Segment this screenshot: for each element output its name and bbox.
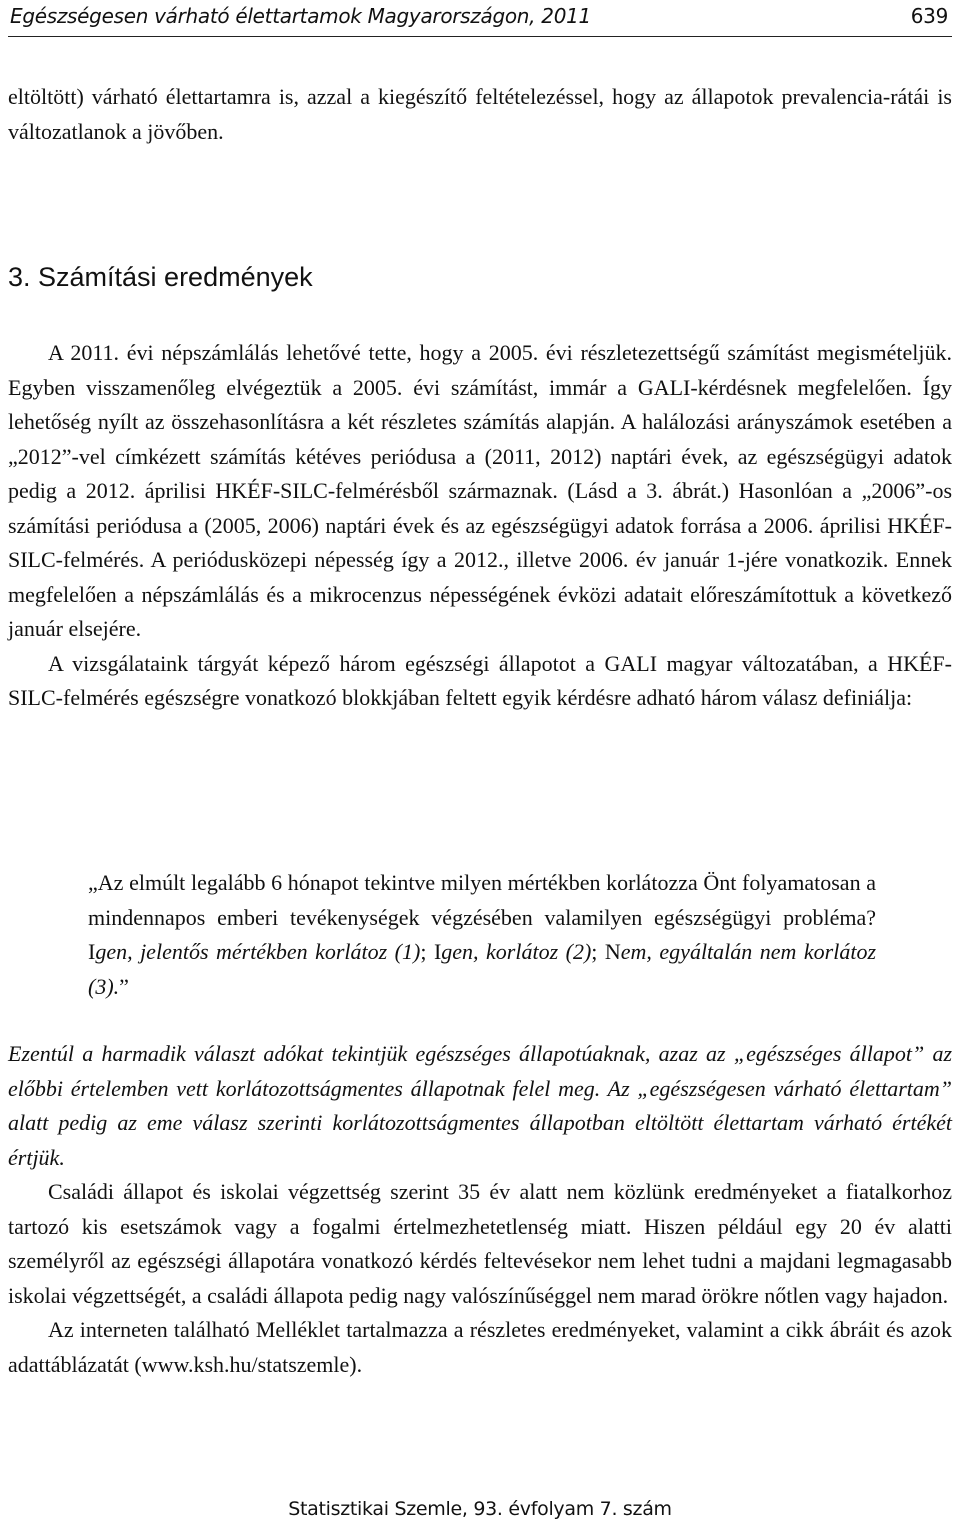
answer-1-lead: I: [88, 939, 96, 964]
answer-3-lead: N: [604, 939, 621, 964]
paragraph-healthy-definition: Ezentúl a harmadik választ adókat tekintjük egészséges állapotúaknak, azaz az „egészséges állapot” az előbbi értelemben vett korlátozottságmentes állapotnak felel meg. Az „egészségesen várható élettartam” alatt pedig az eme válasz szerinti korlátozottságmentes állapotban eltöltött élettartam várható értékét értjük.: [8, 1041, 952, 1170]
paragraph-appendix: Az interneten található Melléklet tartalmazza a részletes eredményeket, valamint a cikk ábráit és azok adattáblázatát (www.ksh.hu/statszemle).: [8, 1317, 952, 1377]
answer-2: gen, korlátoz (2): [441, 939, 592, 964]
intro-block: [8, 80, 952, 149]
page-number: 639: [910, 4, 948, 28]
answer-2-lead: I: [433, 939, 442, 964]
answer-3: em, egyáltalán nem korlátoz (3).: [88, 939, 877, 999]
paragraph-age-restriction: Családi állapot és iskolai végzettség szerint 35 év alatt nem közlünk eredményeket a fiatalkorhoz tartozó kis esetszámok vagy a fogalmi értelmezhetetlenség miatt. Hiszen például egy 20 év alatti személyről az egészségi állapotára vonatkozó kérdés feltevésekor nem lehet tudni a majdani legmagasabb iskolai végzettségét, a családi állapota pedig nagy valószínűséggel nem marad örökre nőtlen vagy hajadon.: [8, 1179, 952, 1308]
journal-footer: Statisztikai Szemle, 93. évfolyam 7. szám: [288, 1498, 672, 1520]
paragraph-definition: A vizsgálataink tárgyát képező három egészségi állapotot a GALI magyar változatában, a HKÉF-SILC-felmérés egészségre vonatkozó blokkjában feltett egyik kérdésre adható három válasz definiálja:: [8, 650, 952, 710]
intro-paragraph: eltöltött) várható élettartamra is, azzal a kiegészítő feltételezéssel, hogy az állapotok prevalencia-rátái is változatlanok a jövőben.: [8, 84, 952, 144]
quote-close: ”: [119, 973, 129, 999]
running-header-title: Egészségesen várható élettartamok Magyarországon, 2011: [10, 4, 591, 28]
running-header: [8, 0, 952, 37]
answer-separator-1: ;: [420, 939, 434, 964]
results-block: [8, 336, 952, 716]
survey-question-quote: [88, 866, 876, 1004]
quote-question: „Az elmúlt legalább 6 hónapot tekintve milyen mértékben korlátozza Önt folyamatosan a mindennapos emberi tevékenységek végzésében valamilyen egészségügyi probléma?: [88, 870, 876, 930]
definition-note-block: [8, 1037, 952, 1382]
paragraph-results: A 2011. évi népszámlálás lehetővé tette, hogy a 2005. évi részletezettségű számítást megismételjük. Egyben visszamenőleg elvégeztük a 2005. évi számítást, immár a GALI-kérdésnek megfelelően. Így lehetőség nyílt az összehasonlításra a két részletes számítás alapján. A halálozási arányszámok esetében a „2012”-vel címkézett számítás kétéves periódusa a (2011, 2012) naptári évek, az egészségügyi adatok pedig a 2012. áprilisi HKÉF-SILC-felmérésből származnak. (Lásd a 3. ábrát.) Hasonlóan a „2006”-os számítási periódusa a (2005, 2006) naptári évek és az egészségügyi adatok forrása a 2006. áprilisi HKÉF-SILC-felmérés. A periódusközepi népesség így a 2012., illetve 2006. év január 1-jére vonatkozik. Ennek megfelelően a népszámlálás és a mikrocenzus népességének évközi adatait előreszámítottuk a következő január elsejére.: [8, 340, 952, 641]
section-heading: 3. Számítási eredmények: [8, 262, 313, 292]
answer-separator-2: ;: [591, 939, 605, 964]
answer-1: gen, jelentős mértékben korlátoz (1): [95, 939, 421, 964]
